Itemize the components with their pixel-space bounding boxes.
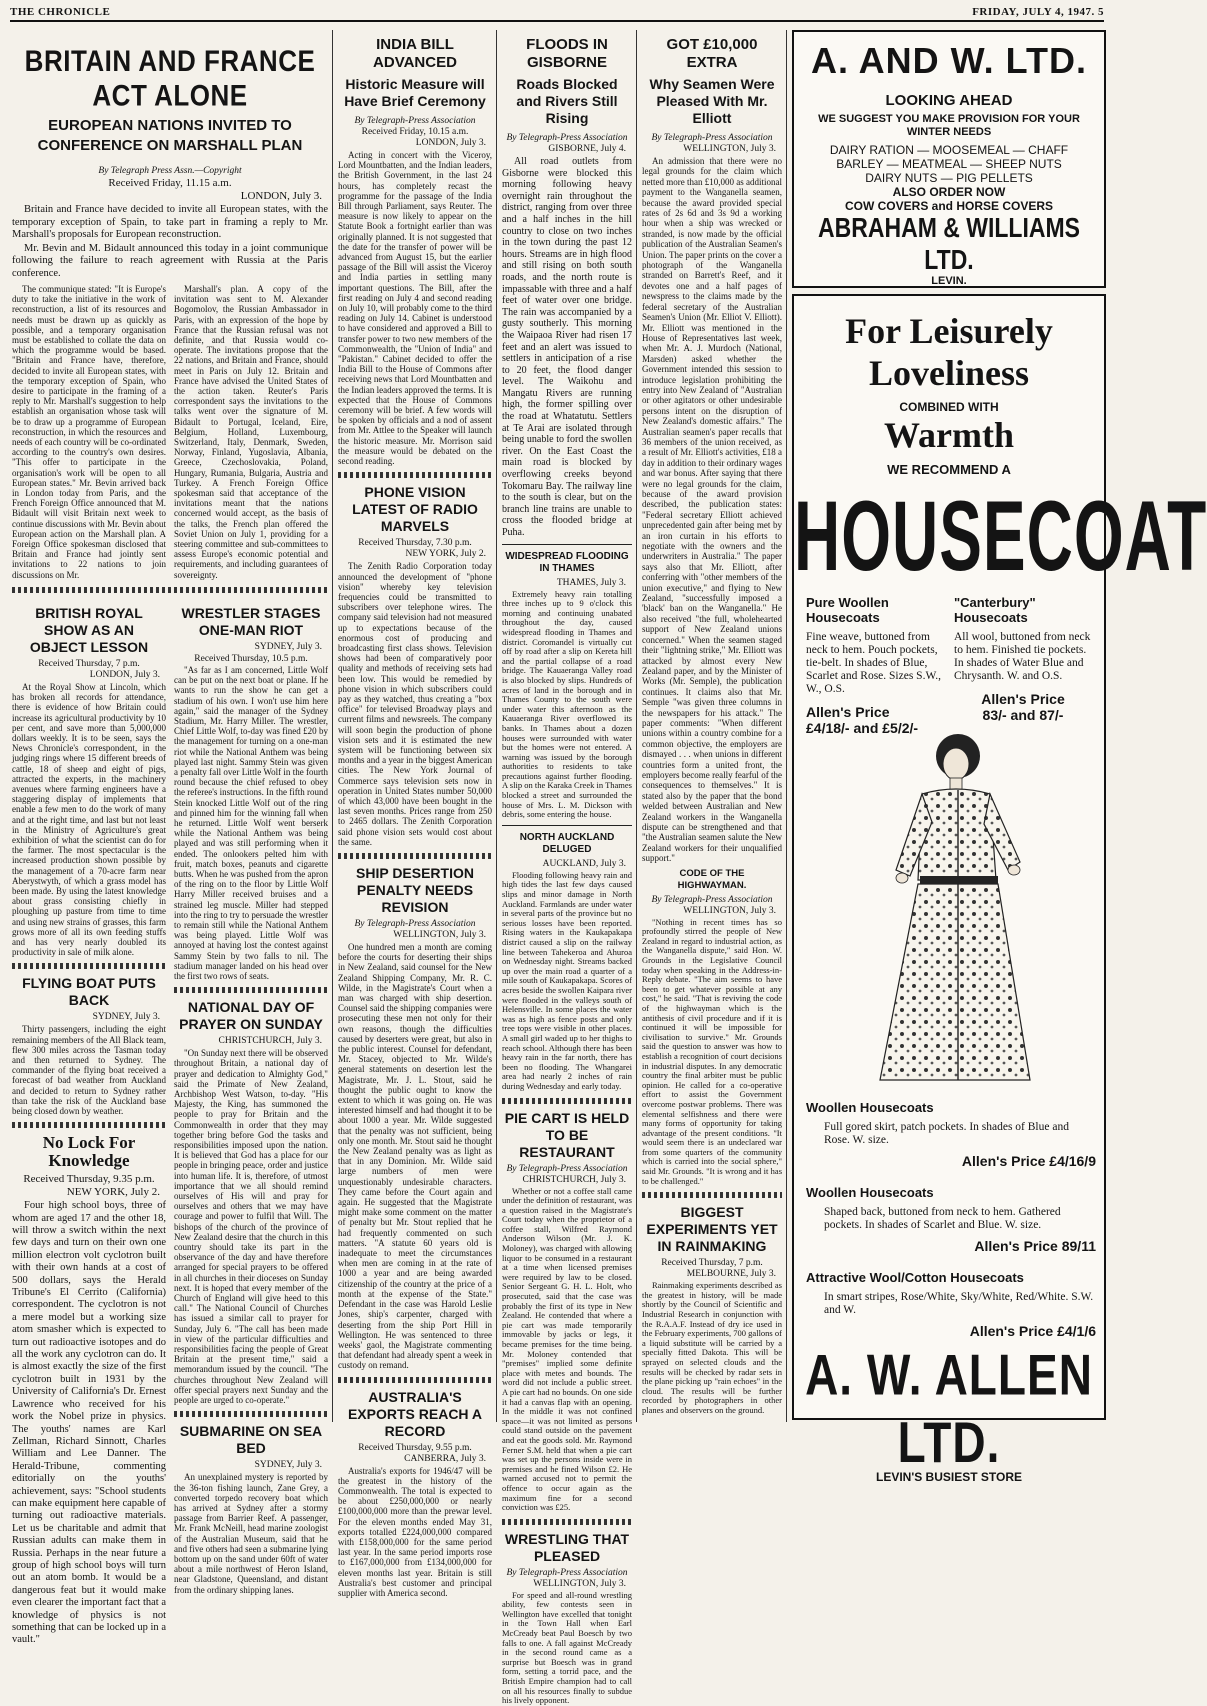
thames-place: THAMES, July 3. xyxy=(556,577,626,588)
lead-column xyxy=(12,30,328,1646)
ad-line: BARLEY — MEATMEAL — SHEEP NUTS xyxy=(836,157,1062,171)
column-3 xyxy=(338,30,492,1598)
ship-desertion-body: One hundred men a month are coming before the courts for deserting their ships in New Zealand, said counsel for the New Zealand Shipping Company, Mr. R. C. Wilde, in the Magistrate's Court when a man was charged with ship desertion. Counsel said the shipping companies were prosecuting these men not only for their own reasons, though the difficulties caused by deserters were great, but also in the public interest. Counsel for defendant, Mr. Stacey, objected to Mr. Wilde's general statements on desertion lest the Magistrate, Mr. J. L. Stout, said he thought the public ought to know the extent to which it was going on. He was interested himself and had thought it to be about 1000 a year. Mr. Wilde suggested that the penalty was not sufficient, being only one month. Mr. Stout said he thought the New Zealand penalty was as light as that in any Dominion. Mr. Wilde said large numbers of men were unquestionably undesirable characters. They came before the Court again and again. He suggested that the Magistrate might make some comment on the matter of penalty but Mr. Stout replied that he had frequently commented on such matters. "A statute 60 years old is inadequate to meet the circumstances when men are coming in at the rate of 1000 a year and are being awarded citizenship of the country at the price of a month at the expense of the State." Defendant in the case was Harold Leslie Jones, ship's carpenter, charged with deserting from the ship Port Hill in Wellington. He was sentenced to three weeks' gaol, the Magistrate commenting that defendant had already spent a week in custody on remand. xyxy=(338,941,492,1371)
ad-town: LEVIN. xyxy=(931,275,967,287)
phone-vision-received: Received Thursday, 7.30 p.m. xyxy=(358,538,472,549)
royal-show-received: Received Thursday, 7 p.m. xyxy=(38,658,140,669)
north-auckland-headline: NORTH AUCKLAND DELUGED xyxy=(519,831,615,855)
pie-cart-headline: PIE CART IS HELD TO BE RESTAURANT xyxy=(504,1109,630,1160)
submarine-headline: SUBMARINE ON SEA BED xyxy=(179,1423,323,1457)
india-deck: Historic Measure will Have Brief Ceremony xyxy=(344,76,486,109)
store-slogan: LEVIN'S BUSIEST STORE xyxy=(876,1470,1022,1484)
price-label: Allen's Price xyxy=(981,691,1065,707)
exports-body: Australia's exports for 1946/47 will be the greatest in the history of the Commonwealth. The total is expected to be about £250,000,000 or nearly £100,000,000 more than the prewar level. For the eleven months ended May 31, exports totalled £224,000,000 compared with £158,000,000 for the same period last year. In the same period imports rose to £167,000,000 from £134,000,000 for eleven months last year. Britain is still Australia's best customer and principal supplier with America second. xyxy=(338,1465,492,1598)
exports-headline: AUSTRALIA'S EXPORTS REACH A RECORD xyxy=(347,1388,483,1439)
north-auckland-body: Flooding following heavy rain and high tides the last few days caused slips and minor damage in North Auckland. Farmlands are under water in several parts of the province but no serious losses have been reported. Rising waters in the Kaukapakapa district caused a slip on the railway line between Tahekeroa and Ahuroa on Wednesday night. Streams backed up over the main road a quarter of a mile south of Kaukapakapa. Scores of acres beside the swollen Kaipara river were flooded in the valleys south of Helensville. In some places the water was as high as fence posts and only tree tops were visible in other places. A small girl waded up to her thighs to reach school. Although there has been heavy rain in the far north, there has been no flooding. The Whangarei area had nearly 2 inches of rain during Wednesday and early today. xyxy=(502,869,632,1091)
advert-housecoat xyxy=(792,294,1207,1484)
product-canterbury xyxy=(954,595,1092,736)
column-rule xyxy=(786,30,787,1422)
wrestling-place: WELLINGTON, July 3. xyxy=(533,1578,626,1589)
masthead xyxy=(10,4,1104,22)
product-heading: Woollen Housecoats xyxy=(806,1100,934,1115)
price-value: 83/- and 87/- xyxy=(982,707,1064,723)
wrestler-headline: WRESTLER STAGES ONE-MAN RIOT xyxy=(181,604,321,638)
divider xyxy=(12,587,328,593)
lead-headline: BRITAIN AND FRANCE ACT ALONE xyxy=(24,43,316,113)
no-lock-body: Four high school boys, three of whom are aged 17 and the other 18, will throw a switch within the next few days and turn on their own one million electron volt cyclotron built with their own hands at a cost of 500 dollars, says the Herald Tribune's El Cerrito (California) correspondent. The cyclotron is not a mere model but a working size atom smasher which is expected to turn out radioactive isotopes and do all the work any cyclotron can do. It is almost exactly the size of the first cyclotron built in 1931 by the University of California's Dr. Ernest Lawrence who received for his work the Nobel prize in physics. The youths' names are Karl Zellman, Richard Sinnott, Charles William and Lee Danner. The Herald-Tribune, commenting editorially on the youths' achievement, says: "School students can make equipment here capable of turning out radioactive materials. Let us be charitable and admit that Russian adults can make them in Russia. Perhaps in the near future a group of high school boys will turn out an atom bomb. It would be a dangerous feat but it would make even clearer the important fact that a knowledge of physics is not something that can be locked up in a vault." xyxy=(12,1200,166,1646)
divider xyxy=(12,963,166,969)
ship-desertion-byline: By Telegraph-Press Association xyxy=(354,918,476,929)
highwayman-headline: CODE OF THE HIGHWAYMAN. xyxy=(677,867,747,891)
ad-line: DAIRY RATION — MOOSEMEAL — CHAFF xyxy=(829,143,1069,157)
wrestling-body: For speed and all-round wrestling ability, few contests seen in Wellington have excelled that tonight in the Town Hall when Earl McCready beat Paul Boesch by two falls to one. A fall against McCready in the second round came as a surprise but Boesch was in grand form, setting a torrid pace, and the British Empire champion had to call on all his resources finally to subdue his lively opponent. xyxy=(502,1589,632,1706)
floods-headline: FLOODS IN GISBORNE xyxy=(526,36,608,71)
column-rule xyxy=(332,30,333,1422)
lead-body-right: Marshall's plan. A copy of the invitation was sent to M. Alexander Bogomolov, the Russian Ambassador in Paris, with an expression of the hope by France that the Russian refusal was not definite, and that Russia would co-operate. The invitations propose that the 22 nations, and Britain and France, should meet in Paris on July 12. Britain and France have advised the United States of the action taken. Reuter's Paris correspondent says the invitations to the talks went over the signature of M. Bidault to Portugal, Iceland, Eire, Belgium, Holland, Luxembourg, Switzerland, Italy, Denmark, Sweden, Norway, Finland, Yugoslavia, Albania, Greece, Czechoslovakia, Poland, Hungary, Rumania, Bulgaria, Austria and Turkey. A French Foreign Office spokesman said that acceptance of the invitations meant that the nations concerned would accept, as the basis of the talks, the French plan offered the Soviet Union on July 1, providing for a steering committee and sub-committees to assess Europe's economic potential and requirements, and including guarantees of sovereignty. xyxy=(174,284,328,580)
ad-line: WE RECOMMEND A xyxy=(887,462,1011,477)
royal-show-headline: BRITISH ROYAL SHOW AS AN OBJECT LESSON xyxy=(29,604,149,655)
ad-line: Loveliness xyxy=(868,353,1029,393)
divider xyxy=(502,544,632,545)
divider xyxy=(12,1122,166,1128)
product-description: Shaped back, buttoned from neck to hem. Gathered pockets. In shades of Scarlet and Blue. W. size. xyxy=(824,1206,1061,1231)
pie-cart-byline: By Telegraph-Press Association xyxy=(506,1163,628,1174)
rainmaking-body: Rainmaking experiments described as the greatest in history, will be made shortly by the Council of Scientific and Industrial Research in conjunction with the R.A.A.F. Instead of dry ice used in the February experiments, 700 gallons of a liquid substitute will be carried by a specially fitted Dakota. This will be sprayed on selected clouds and the results will be checked by radar sets in the plane picking up "rain echoes" in the cloud. The results will be further recorded by photographers in other planes and observers on the ground. xyxy=(642,1280,782,1415)
north-auckland-place: AUCKLAND, July 3. xyxy=(542,858,626,869)
ad-line: COMBINED WITH xyxy=(899,400,999,414)
column-rule xyxy=(496,30,497,1422)
ad-line: COW COVERS and HORSE COVERS xyxy=(844,199,1054,213)
lead-body xyxy=(12,284,328,581)
store-signature xyxy=(794,1341,1104,1484)
no-lock-place: NEW YORK, July 2. xyxy=(66,1186,160,1199)
floods-place: GISBORNE, July 4. xyxy=(548,144,626,154)
lower-columns xyxy=(12,599,328,1648)
ad-line: DAIRY NUTS — PIG PELLETS xyxy=(865,171,1033,185)
wrestler-received: Received Thursday, 10.5 p.m. xyxy=(194,653,308,664)
thames-headline: WIDESPREAD FLOODING IN THAMES xyxy=(505,550,629,574)
highwayman-byline: By Telegraph-Press Association xyxy=(651,894,773,905)
wrestler-body: "As far as I am concerned, Little Wolf can be put on the next boat or plane. If he wants to run the show he can get a stadium of his own. I won't use him here again," said the manager of the Sydney Stadium, Mr. Harry Miller. The wrestler, Chief Little Wolf, to-day was fined £20 by the management for turning on a one-man riot while the National Anthem was being played last night. Sammy Stein was given a penalty fall over Little Wolf in the fourth round because the chief refused to obey the referee's instructions. In the fifth round Stein knocked Little Wolf out of the ring and pinned him for the winning fall when he returned. Little Wolf went berserk while the National Anthem was being played and was still performing when it ended. The onlookers pelted him with fruit, match boxes, peanuts and cigarette butts. When he was pushed from the apron of the ring on to the floor by Little Wolf Harry Miller received bruises and a strained leg muscle. Miller had stepped into the ring to try to persuade the wrestler to remain still while the National Anthem was being played. Little Wolf was annoyed at having lost the contest against Sammy Stein by two falls to nil. The stadium manager landed on his head over the first two rows of seats. xyxy=(174,664,328,981)
india-byline: By Telegraph-Press Association xyxy=(354,116,476,126)
seamen-body: An admission that there were no legal grounds for the claim which netted more than £10,000 as additional payment to the Wanganella seamen, because the award provided special rates of 2s 6d and 3s 9d a working hour when a ship was wrecked or stranded, is now made by the official publication of the Australian Seamen's Union. The paper prints on the cover a photograph of the Wanganella stranded on Barrett's Reef, and it devotes one and a half pages of newspress to the claims made by the federal secretary of the Australian Seamen's Union (Mr. Elliot V. Elliott). Mr. Elliott was mentioned in the House of Representatives last week, when Mr. A. J. Murdoch (National, Marsden) asked whether the Government intended this session to introduce legislation prohibiting the entry into New Zealand of "Australian or other agitators or other undesirable persons intent on the disruption of New Zealand's domestic affairs." The Australian seamen's paper recalls that 36 members of the union received, as a result of Mr. Elliott's activities, £18 a day in addition to their ordinary wages and war bonus. After saying that there were no legal grounds for the claim, because of the award provision described, the publication states: "Federal secretary Elliott achieved unprecedented gain after being met by an iron curtain in his efforts to negotiate with the owners and the underwriters in Australia." The paper says also that Mr. Elliott, after conferring with "other members of the union executive," and flying to New Zealand, "successfully imposed a 'black' ban on the Wanganella." He also received "the full, wholehearted support of New Zealand unions concerned." When the seamen staged their "lightning strike," Mr. Elliott was attacked by almost every New Zealand paper, and by the Minister of Works (Mr. Semple), the publication continues. It claims also that Mr. Semple "was given three columns in the newspapers for his attack." The paper comments: "When different unions within a country combine for a common objective, the employers are dismayed . . . when unions in different countries form a united front, the employers become really fearful of the consequences to themselves." It is stated also by the paper that the bond welded between Australian and New Zealand workers in the Wanganella dispute can be strengthened and that "the Australian seamen salute the New Zealand workers for their unqualified support." xyxy=(642,156,782,864)
floods-deck: Roads Blocked and Rivers Still Rising xyxy=(516,76,618,126)
seamen-headline: GOT £10,000 EXTRA xyxy=(666,36,758,71)
column-4 xyxy=(502,30,632,1706)
submarine-place: SYDNEY, July 3. xyxy=(254,1460,322,1471)
divider xyxy=(174,987,328,993)
column-rule xyxy=(636,30,637,1422)
issue-date: FRIDAY, JULY 4, 1947. 5 xyxy=(972,6,1104,18)
rainmaking-received: Received Thursday, 7 p.m. xyxy=(661,1258,763,1269)
lead-paragraph: Britain and France have decided to invite all European states, with the temporary exception of Spain, to take part in framing a reply to Mr. Marshall's proposals for European reconstruction. xyxy=(12,204,328,240)
store-name: A. W. ALLEN LTD. xyxy=(805,1341,1093,1475)
ship-desertion-headline: SHIP DESERTION PENALTY NEEDS REVISION xyxy=(356,864,474,915)
phone-vision-place: NEW YORK, July 2. xyxy=(405,549,486,560)
phone-vision-headline: PHONE VISION LATEST OF RADIO MARVELS xyxy=(352,484,478,535)
floods-byline: By Telegraph-Press Association xyxy=(506,133,628,143)
product-description: In smart stripes, Rose/White, Sky/White, Red/White. S.W. and W. xyxy=(824,1291,1094,1316)
lead-byline: By Telegraph Press Assn.—Copyright xyxy=(98,166,242,176)
ad-line: Warmth xyxy=(884,415,1014,455)
pie-cart-body: Whether or not a coffee stall came under the definition of restaurant, was a question raised in the Magistrate's Court today when the proprietor of a coffee stall, Wilfred Raymond Anderson Wilson (Mr. J. K. Moloney), was charged with allowing liquor to be consumed in a restaurant at a time when licensed premises were required by law to be closed. Senior Sergeant G. H. L. Holt, who prosecuted, said that the case was probably the first of its type in New Zealand. He contended that where a pie cart was made temporarily immovable by jacks or legs, it became premises for the time being. Mr. Moloney contended that "premises" implied some definite place with metes and bounds. The word did not include a public street. A pie cart had no bounds. On one side it had a canvas flap with an opening. In the middle it was not confined space—it was not limited as persons could stand outside on the pavement and eat the goods sold. Mr. Raymond Ferner S.M. held that when a pie cart was set up the persons inside were in premises and he fined Wilson £2. He warned accused not to permit the offence to occur again as the maximum fine for a second conviction was £25. xyxy=(502,1185,632,1513)
rainmaking-place: MELBOURNE, July 3. xyxy=(686,1269,776,1280)
prayer-body: "On Sunday next there will be observed throughout Britain, a national day of prayer and dedication to Almighty God," said the Primate of New Zealand, Archbishop West Watson, to-day. "His Majesty, the King, has summoned the people to pray for Britain and the Commonwealth in order that they may together bring before God the tasks and responsibilities imposed upon the nation. It is believed that God has a place for our people in bringing peace, order and justice into human life. It is, therefore, of utmost importance that we all should remind ourselves of His will and pray for ourselves and others that we may have courage and power to fulfil that Will. The bishops of the church of the province of New Zealand desire that the church in this country should take its part in the observance of the day and have therefore arranged for special prayers to be offered in all churches in their dioceses on Sunday next. It is hoped that every member of the Church of England will give heed to this call." The National Council of Churches has issued a similar call to prayer for Sunday, July 6. "The call has been made in view of the particular difficulties and responsibilities facing the people of Great Britain at the present time," said a memorandum issued by the council. "The churches throughout New Zealand will offer special prayers next Sunday and the people are urged to co-operate." xyxy=(174,1048,328,1406)
submarine-body: An unexplained mystery is reported by the 36-ton fishing launch, Zane Grey, a converted torpedo recovery boat which has arrived at Sydney after a stormy passage from Barrier Reef. A passenger, Mr. Frank McNeill, head marine zoologist of the Australian Museum, said that he and five others had seen a submarine lying bottom up on the sand under 60ft of water about a mile northwest of Heron Island, near Gladstone, Queensland, and distant from the ordinary shipping lanes. xyxy=(174,1472,328,1595)
divider xyxy=(338,853,492,859)
flying-boat-body: Thirty passengers, including the eight remaining members of the All Black team, flew 300 miles across the Tasman today and then returned to Sydney. The commander of the flying boat received a forecast of bad weather from Auckland and decided to return to Sydney rather than take the risk of the Auckland base being closed down by weather. xyxy=(12,1024,166,1116)
ad-line: WE SUGGEST YOU MAKE PROVISION FOR YOUR WINTER NEEDS xyxy=(818,113,1080,138)
no-lock-headline: No Lock For Knowledge xyxy=(42,1133,136,1171)
advert-abraham-williams xyxy=(792,30,1106,288)
ad-line: For Leisurely xyxy=(845,311,1053,351)
india-place: LONDON, July 3. xyxy=(415,138,486,148)
product-pair xyxy=(806,595,1092,736)
column-2-lower xyxy=(174,599,328,1648)
divider xyxy=(642,1192,782,1198)
price-value: Allen's Price 89/11 xyxy=(974,1238,1096,1254)
ad-title: A. AND W. LTD. xyxy=(811,40,1087,81)
price-value: Allen's Price £4/1/6 xyxy=(969,1323,1096,1339)
no-lock-received: Received Thursday, 9.35 p.m. xyxy=(23,1173,155,1186)
india-body: Acting in concert with the Viceroy, Lord Mountbatten, and the Indian leaders, the British Government, in the last 24 hours, has completely recast the programme for the passage of the India Bill through Parliament, says Reuter. The measure is now likely to appear on the Statute Book a fortnight earlier than was originally planned. It is not suggested that the date for the transfer of power will be advanced from August 15, but the earlier passage of the Bill will assist the Viceroy and India parties in settling many important questions. The Bill, after the first reading on July 4 and second reading on July 10, will probably come to the third reading on July 14. Cabinet is understood to have considered and approved a Bill to transfer power to two new members of the Commonwealth, the "Union of India" and "Pakistan." Cabinet decided to offer the India Bill to the House of Commons after receiving news that Lord Mountbatten and the Indian leaders approved the terms. It is expected that the House of Commons ceremony will be brief. A few words will be spoken by officials and a nod of assent from Mr. Attlee to the Speaker will launch the historic measure. Mr. Morrison said the measure would be debated on the second reading. xyxy=(338,150,492,467)
phone-vision-body: The Zenith Radio Corporation today announced the development of "phone vision" whereby key television frequencies could be transmitted to subscribers over telephone wires. The company said television had not measured up to expectations because of the enormous cost of producing and broadcasting first class shows. Television shows had been of comparatively poor quality and methods of receiving sets had been low. This would be remedied by phone vision in which subscribers could pay as they watched, thus creating a "box office" for televised Broadway plays and current films and newsreels. The company will soon begin the production of phone vision sets and it is estimated the new system will be functioning between six months and a year in the biggest American cities. The New York Journal of Commerce says television sets now in operation in United States number 50,000 of which 43,000 have been bought in the last seven months. Prices range from 250 to 2465 dollars. The Zenith Corporation said phone vision sets would cost about the same. xyxy=(338,561,492,847)
prayer-place: CHRISTCHURCH, July 3. xyxy=(218,1036,322,1047)
exports-place: CANBERRA, July 3. xyxy=(404,1453,486,1464)
lead-received: Received Friday, 11.15 a.m. xyxy=(108,177,232,189)
highwayman-place: WELLINGTON, July 3. xyxy=(683,905,776,916)
flying-boat-place: SYDNEY, July 3. xyxy=(92,1012,160,1023)
wrestling-headline: WRESTLING THAT PLEASED xyxy=(504,1530,630,1564)
divider xyxy=(502,1098,632,1104)
floods-body: All road outlets from Gisborne were blocked this morning following heavy overnight rain throughout the district, ranging from over three and a half inches in the hill country to close on two inches in the town during the past 12 hours. Streams are in high flood and still rising on both south roads, and the north route is impassable with three and a half feet of water over one bridge. The rain was accompanied by a gusty southerly. This morning the Waipaoa River had risen 17 feet and an alert was issued to settlers in anticipation of a rise to 20 feet, the flood danger level. The Waikohu and Mangatu Rivers are running high, the former spilling over the road at Whatatutu. Settlers at Te Arai are isolated through being unable to ford the swollen river. On the East Coast the main road is blocked by overflowing creeks beyond Tokomaru Bay. The railway line to the south is clear, but on the branch line trains are unable to cross the flooded bridge at Puha. xyxy=(502,156,632,538)
divider xyxy=(338,472,492,478)
seamen-place: WELLINGTON, July 3. xyxy=(683,144,776,154)
product-heading: Attractive Wool/Cotton Housecoats xyxy=(806,1270,1024,1285)
housecoat-model-illustration xyxy=(862,730,1042,1090)
housecoat-word: HOUSECOAT xyxy=(794,480,1207,592)
product-heading: Woollen Housecoats xyxy=(806,1185,934,1200)
product-heading: Pure Woollen Housecoats xyxy=(806,595,889,625)
ad-company: ABRAHAM & WILLIAMS LTD. xyxy=(818,211,1080,276)
lead-place: LONDON, July 3. xyxy=(240,190,322,202)
divider xyxy=(338,1377,492,1383)
product-pure-woollen xyxy=(806,595,944,736)
india-received: Received Friday, 10.15 a.m. xyxy=(361,127,469,137)
divider xyxy=(502,825,632,826)
divider xyxy=(502,1519,632,1525)
lead-body-left: The communique stated: "It is Europe's duty to take the initiative in the work of reconstruction, a list of its resources and needs must be drawn up as quickly as possible, and a temporary organisation must be established to collate the data on which the programme would be based. "Britain and France have, therefore, decided to invite all European states, with the temporary exception of Spain, who desire to participate in the framing of a reply to Mr. Marshall's suggestion to help establish an organisation whose task will be to draw up a programme of European reconstruction, in which the resources and needs of each country will be co-ordinated according to the country's own desires. "This offer to participate in the organisation's work will be open to all European states." Mr. Bevin arrived back in London today from Paris, and the French Foreign Office announced that M. Bidault will visit Britain next week to continue discussions with Mr. Bevin about European action on the Marshall plan. A Foreign Office spokesman disclosed that Britain and France had jointly sent invitations to 22 nations to join discussions on Mr. xyxy=(12,284,166,580)
lead-subhead: EUROPEAN NATIONS INVITED TO CONFERENCE ON MARSHALL PLAN xyxy=(37,117,303,154)
ad-line: ALSO ORDER NOW xyxy=(892,185,1006,199)
product-list xyxy=(806,1100,1096,1339)
prayer-headline: NATIONAL DAY OF PRAYER ON SUNDAY xyxy=(179,999,323,1033)
wrestling-byline: By Telegraph-Press Association xyxy=(506,1567,628,1578)
price-value: Allen's Price £4/16/9 xyxy=(961,1153,1096,1169)
exports-received: Received Thursday, 9.55 p.m. xyxy=(358,1442,472,1453)
india-headline: INDIA BILL ADVANCED xyxy=(373,36,457,71)
pie-cart-place: CHRISTCHURCH, July 3. xyxy=(522,1174,626,1185)
royal-show-place: LONDON, July 3. xyxy=(89,669,160,680)
rainmaking-headline: BIGGEST EXPERIMENTS YET IN RAINMAKING xyxy=(646,1204,778,1255)
column-1-lower xyxy=(12,599,166,1648)
ship-desertion-place: WELLINGTON, July 3. xyxy=(393,929,486,940)
column-5 xyxy=(642,30,782,1422)
product-description: All wool, buttoned from neck to hem. Finished tie pockets. In shades of Water Blue and Chrysanth. W. and O.S. xyxy=(954,631,1091,682)
product-heading: "Canterbury" Housecoats xyxy=(954,595,1036,625)
divider xyxy=(174,1411,328,1417)
thames-body: Extremely heavy rain totalling three inches up to 9 o'clock this morning and continuing unabated throughout the day, caused widespread flooding in Thames and district. Coromandel is virtually cut off by road after a slip on Kereta hill and the partial collapse of a road bridge. The Kauaeranga Valley road is also blocked by slips. Hundreds of acres of land in the borough and in Thames County to the south were under water this afternoon as the Kauaeranga River overflowed its banks. In Thames about a dozen houses were surrounded with water but the homes were not entered. A warning was issued by the borough authorities to residents to take precautions against further flooding. A slip on the Karaka Creek in Thames blocked a street and surrounded the house of Mrs. L. M. Dickson with debris, some entering the house. xyxy=(502,588,632,820)
lead-paragraph: Mr. Bevin and M. Bidault announced this today in a joint communique following the failure to reach agreement with Russia at the Paris conference. xyxy=(12,242,328,279)
paper-name: THE CHRONICLE xyxy=(10,6,111,18)
product-description: Fine weave, buttoned from neck to hem. Pouch pockets, tie-belt. In shades of Blue, Scarlet and Rose. Sizes S.W., W., O.S. xyxy=(806,631,942,695)
price-value: £4/18/- and £5/2/- xyxy=(806,720,919,736)
product-description: Full gored skirt, patch pockets. In shades of Blue and Rose. W. size. xyxy=(824,1121,1069,1146)
price-label: Allen's Price xyxy=(806,704,890,720)
royal-show-body: At the Royal Show at Lincoln, which has broken all records for attendance, there is evidence of how Britain could increase its agricultural productivity by 10 per cent, and save more than 5,000,000 dollars weekly. It is to be seen, says the News Chronicle's correspondent, in the judging rings where 15 different breeds of cattle, 18 of sheep and eight of pigs, attracted the experts, in the machinery avenues where farming engineers have a staggering display of implements that enable a few men to do the work of many and at the right time, and last but not least in the Ministry of Agriculture's great exhibition of what the scientist can do for the farmer. The most spectacular is the increased production shown possible by the management of a 70-acre farm near Aberystwyth, of which a grass model has been made. By using the latest knowledge about grass consisting chiefly in ploughing up pasture from time to time and using new strains of grasses, this farm grows more of all its own feeding stuffs and has very nearly doubled its productivity in sale of milk alone. xyxy=(12,681,166,958)
flying-boat-headline: FLYING BOAT PUTS BACK xyxy=(22,975,156,1009)
seamen-byline: By Telegraph-Press Association xyxy=(651,133,773,143)
wrestler-place: SYDNEY, July 3. xyxy=(254,641,322,652)
ad-line: LOOKING AHEAD xyxy=(885,92,1013,109)
highwayman-body: "Nothing in recent times has so profoundly stirred the people of New Zealand in regard to industrial action, as the Wanganella dispute," said Hon. W. Grounds in the Legislative Council today when speaking in the Address-in-Reply debate. "The aim seems to have been to get whatever possible at any cost," he said. "That is reviving the code of the highwayman which is the antithesis of civil procedure and if it is continued it will be impossible for civilisation to survive." Mr. Grounds said the question to answer was how to establish a recognition of court decisions in industrial disputes. In any democratic country the final arbiter must be public opinion. He called for a co-operative effort to assist the Government overcome postwar problems. There was elemental selfishness and there were many forms of opportunity for taking advantage of the present conditions. "It would seem there is an undeclared war from some quarters of the community which is carried into the social sphere," said Mr. Grounds. "It is wrong and it has to be challenged." xyxy=(642,916,782,1186)
seamen-deck: Why Seamen Were Pleased With Mr. Elliott xyxy=(649,76,775,126)
